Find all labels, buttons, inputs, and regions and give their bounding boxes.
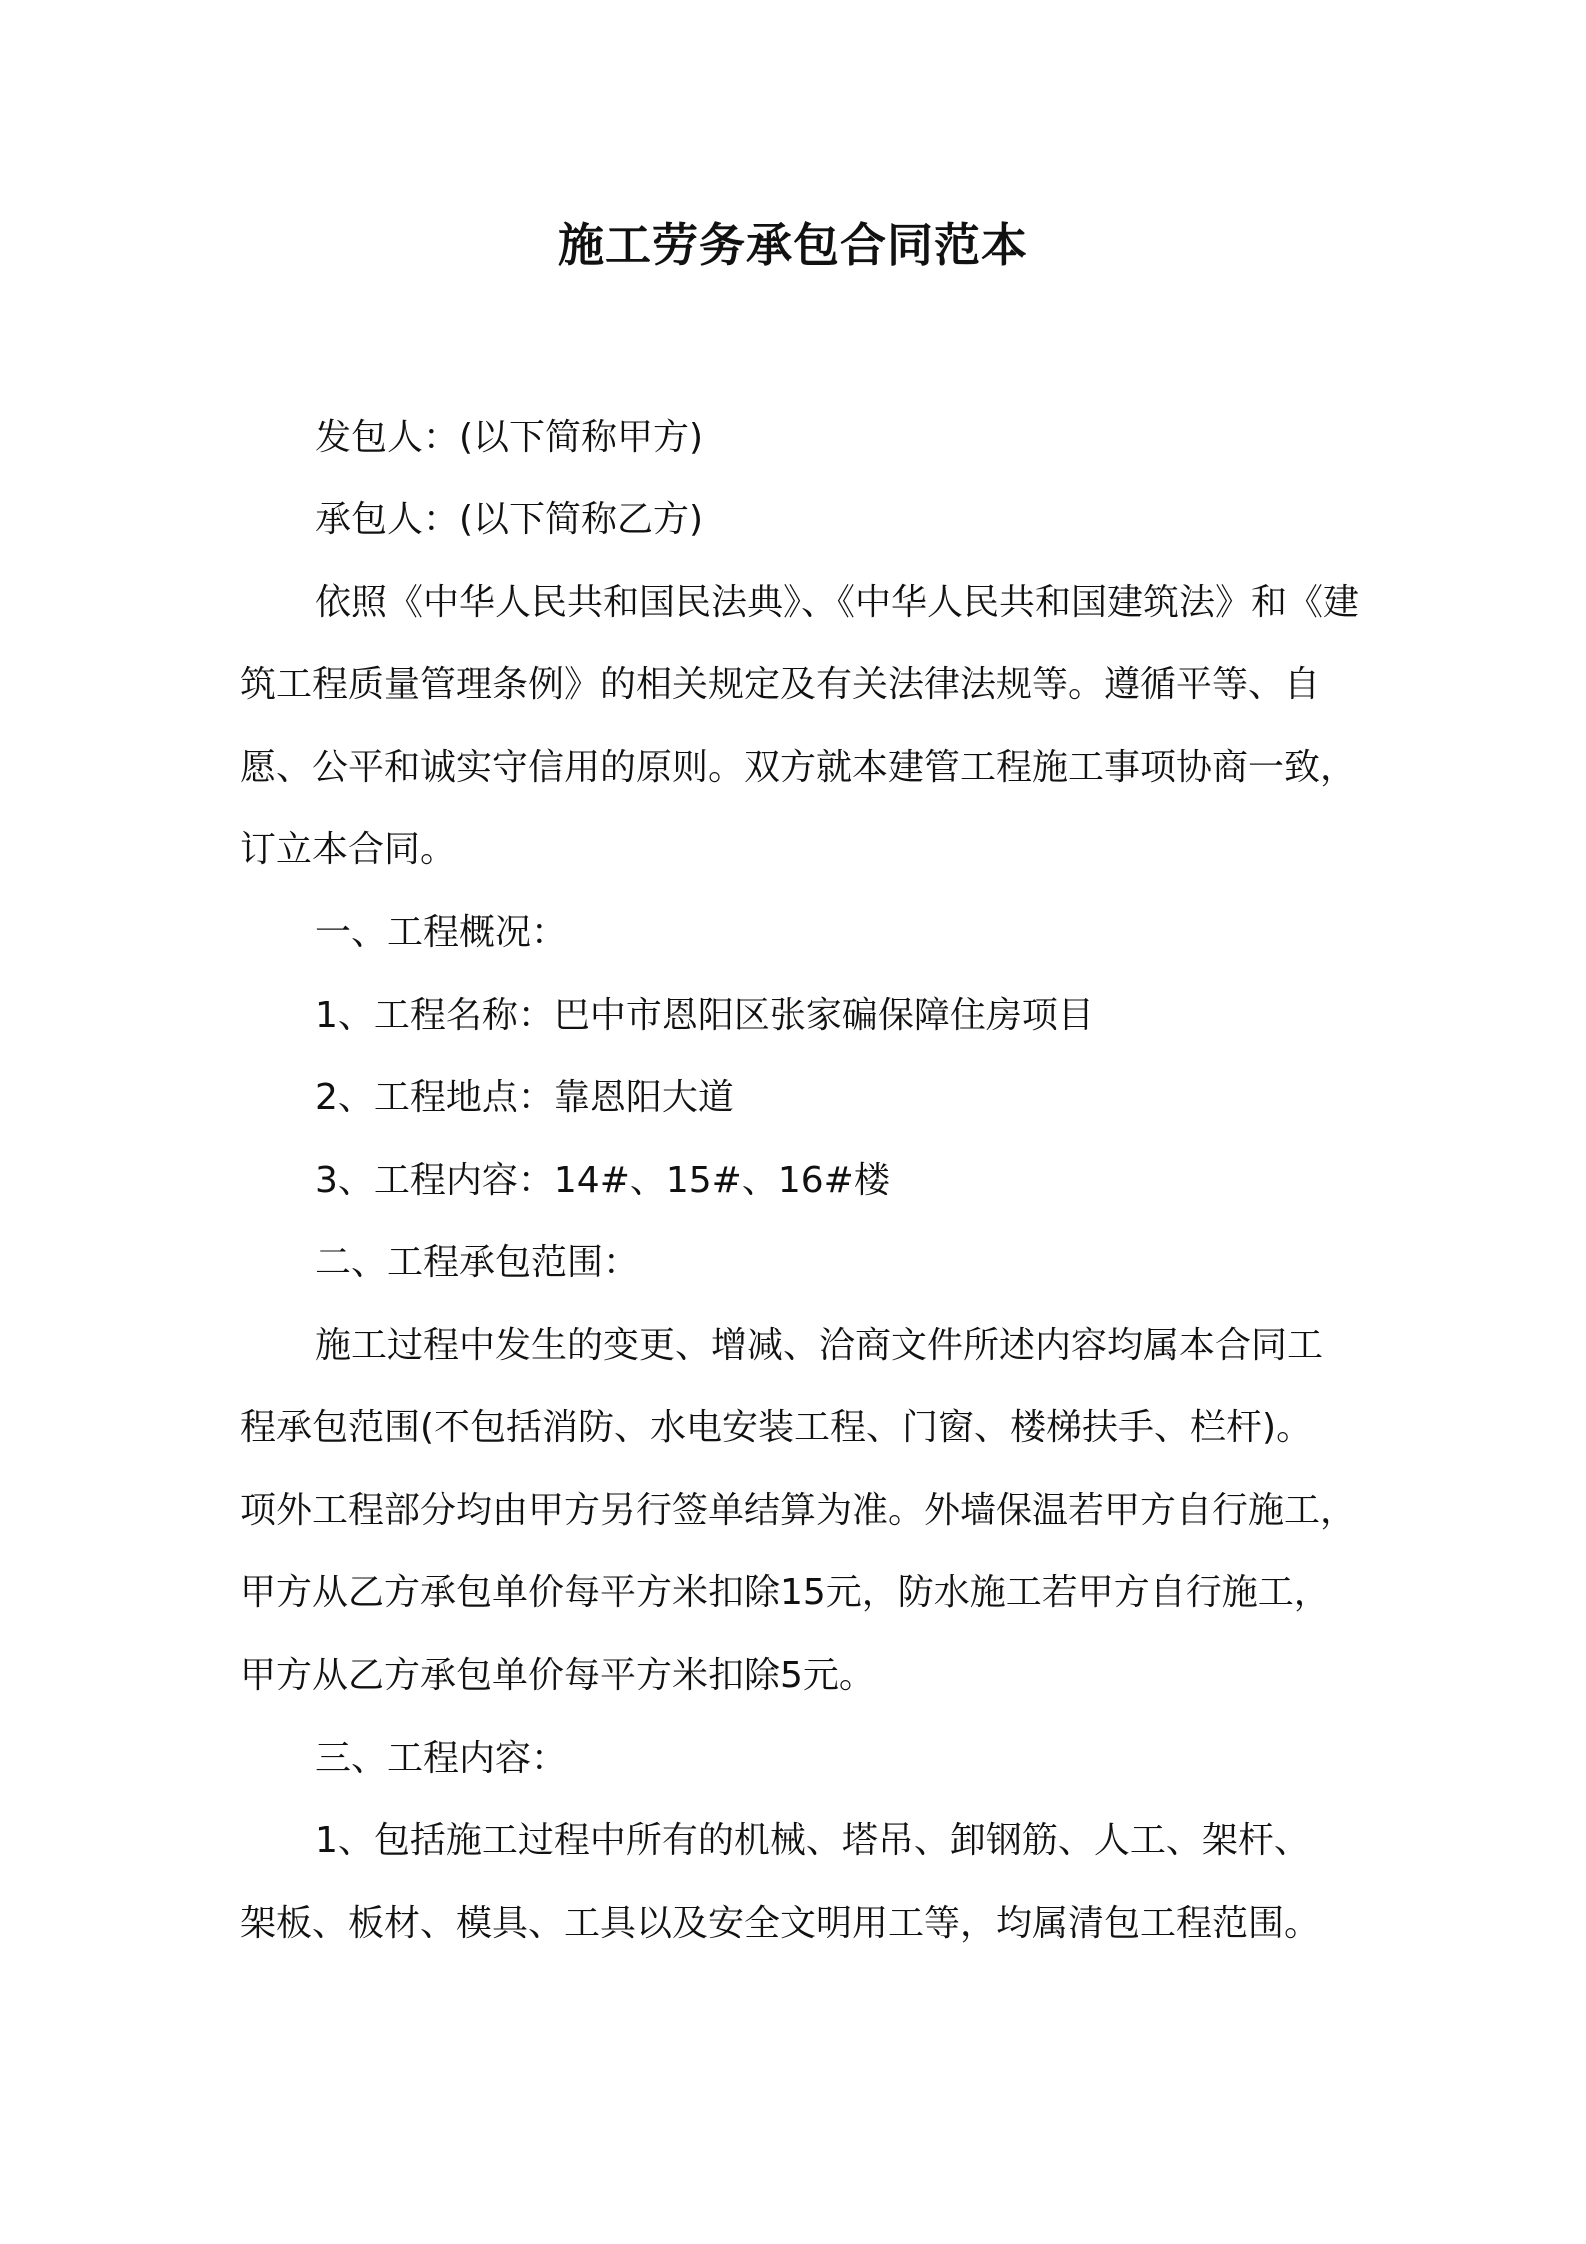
project-name-line: 1、工程名称：巴中市恩阳区张家碥保障住房项目 (315, 995, 1094, 1036)
scope-line-3: 项外工程部分均由甲方另行签单结算为准。外墙保温若甲方自行施工， (240, 1490, 1357, 1531)
preamble-line-1: 依照《中华人民共和国民法典》、《中华人民共和国建筑法》和《建 (315, 582, 1360, 623)
scope-line-4: 甲方从乙方承包单价每平方米扣除15元，防水施工若甲方自行施工， (240, 1572, 1330, 1613)
scope-line-2: 程承包范围(不包括消防、水电安装工程、门窗、楼梯扶手、栏杆)。 (240, 1407, 1313, 1448)
section-heading-3: 三、工程内容： (315, 1738, 568, 1779)
project-content-line: 3、工程内容：14#、15#、16#楼 (315, 1160, 890, 1201)
scope-line-1: 施工过程中发生的变更、增减、洽商文件所述内容均属本合同工 (315, 1325, 1324, 1366)
content-line-2: 架板、板材、模具、工具以及安全文明用工等，均属清包工程范围。 (240, 1903, 1321, 1944)
scope-line-5: 甲方从乙方承包单价每平方米扣除5元。 (240, 1655, 875, 1696)
document-title: 施工劳务承包合同范本 (558, 218, 1028, 272)
project-location-line: 2、工程地点：靠恩阳大道 (315, 1077, 734, 1118)
party-b-line: 承包人：(以下简称乙方) (315, 499, 704, 540)
preamble-line-2: 筑工程质量管理条例》的相关规定及有关法律法规等。遵循平等、自 (240, 664, 1321, 705)
party-a-line: 发包人：(以下简称甲方) (315, 417, 704, 458)
preamble-line-3: 愿、公平和诚实守信用的原则。双方就本建管工程施工事项协商一致， (240, 747, 1357, 788)
content-line-1: 1、包括施工过程中所有的机械、塔吊、卸钢筋、人工、架杆、 (315, 1820, 1310, 1861)
preamble-line-4: 订立本合同。 (240, 829, 457, 870)
section-heading-2: 二、工程承包范围： (315, 1242, 640, 1283)
section-heading-1: 一、工程概况： (315, 912, 568, 953)
